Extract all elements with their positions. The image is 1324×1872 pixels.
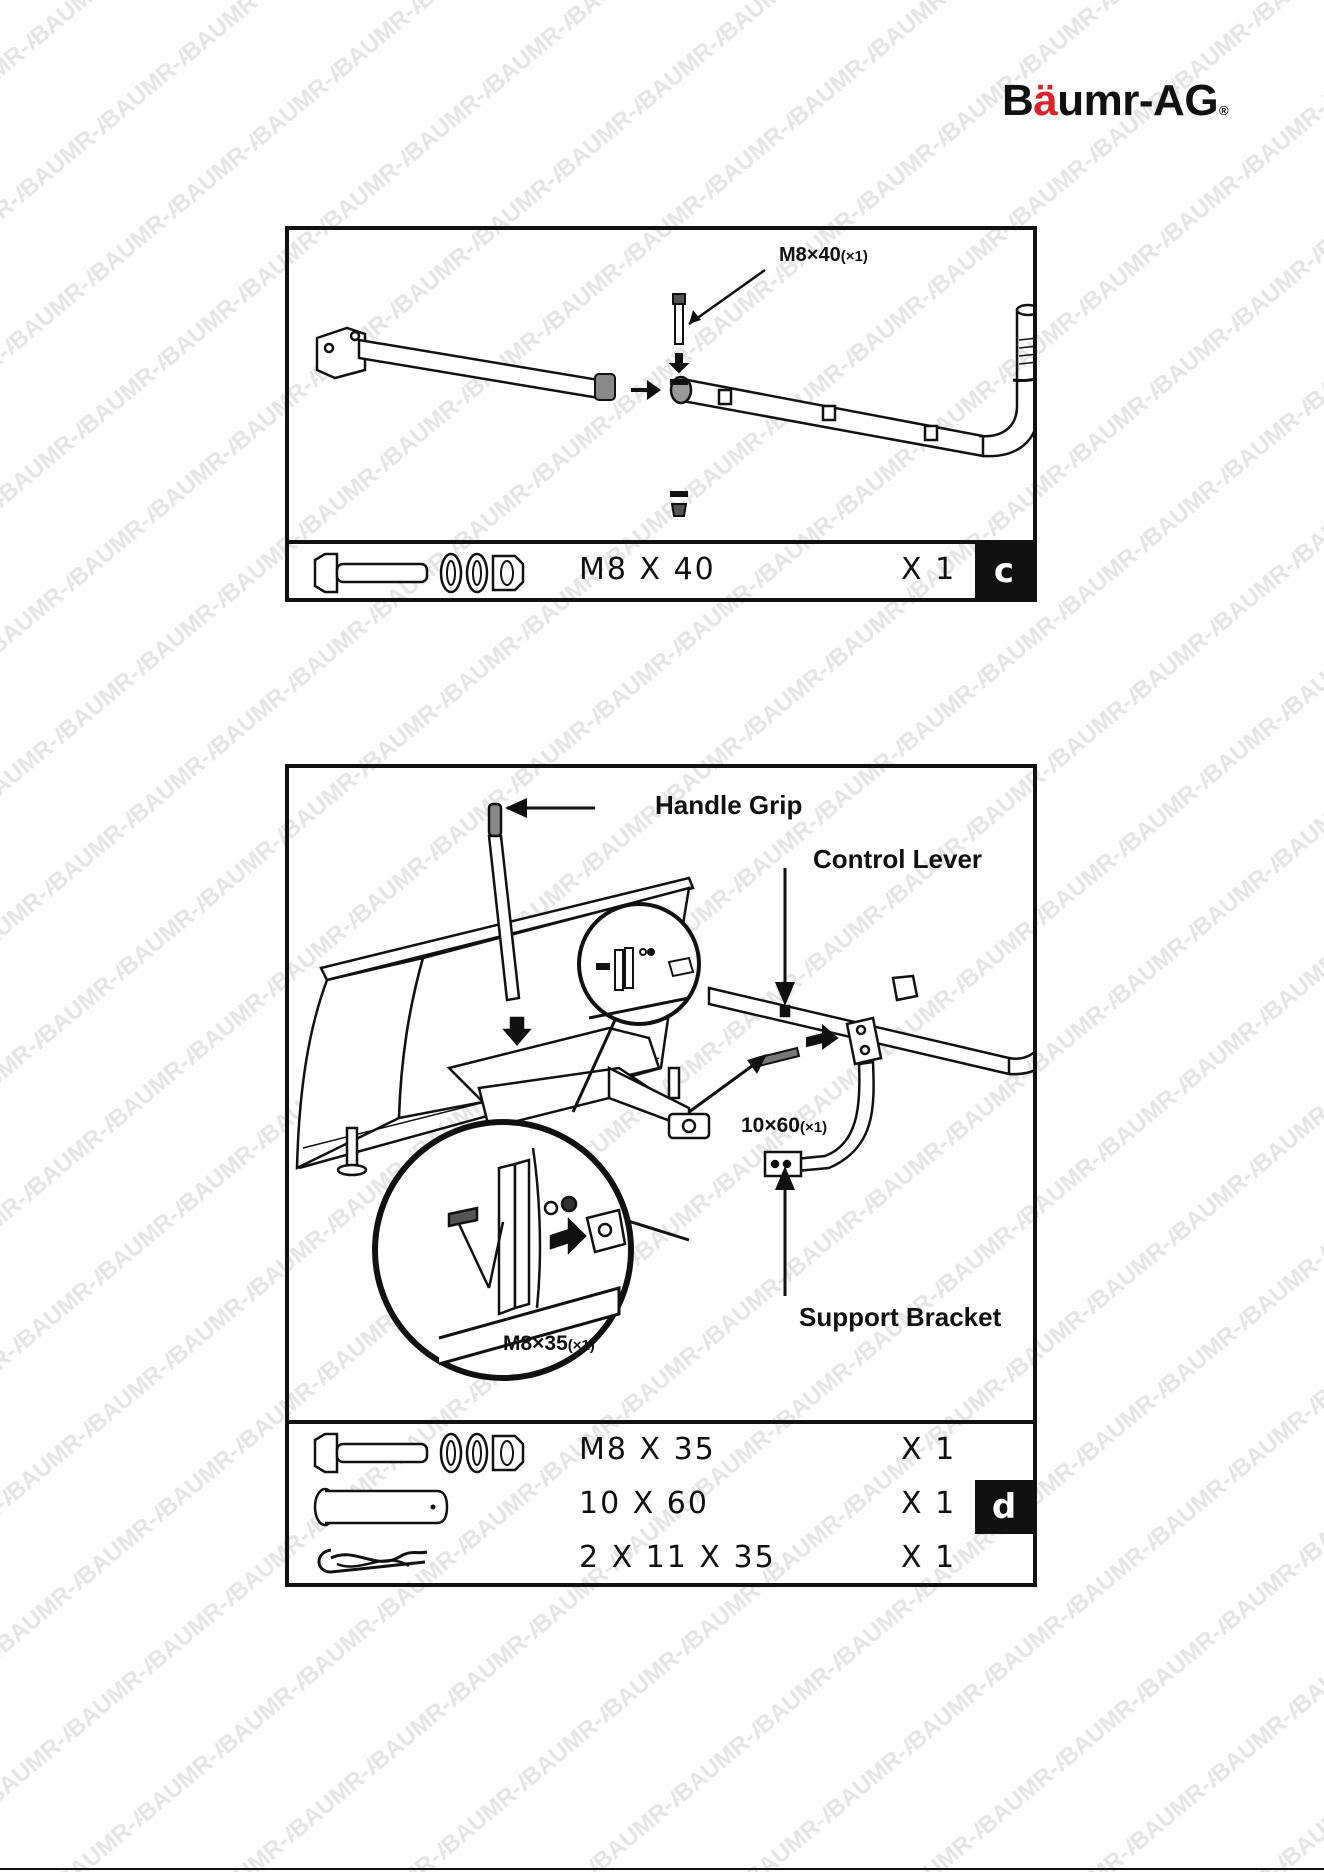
- callout-control-lever: Control Lever: [813, 844, 983, 874]
- panel-step-c: [285, 226, 1037, 602]
- callout-bolt-d-label: M8×35: [503, 1332, 568, 1355]
- step-badge-c: c: [975, 544, 1033, 598]
- callout-pin-label: 10×60: [741, 1114, 800, 1137]
- parts-list-d: [289, 1420, 1033, 1587]
- panel-step-d: [285, 764, 1037, 1587]
- pin-icon: [311, 1484, 531, 1530]
- parts-row: [289, 548, 1033, 600]
- part-qty: X 1: [901, 1486, 957, 1521]
- left-tube-illustration: [359, 340, 599, 398]
- callout-bolt-c: [779, 244, 868, 267]
- bolt-assembly-illustration: [671, 294, 687, 516]
- bolt-washer-nut-icon: [311, 1430, 531, 1476]
- callout-pin: [741, 1114, 827, 1138]
- footer-rule: [0, 1868, 1324, 1870]
- callout-bolt-d: [503, 1332, 595, 1356]
- part-name: 10 X 60: [579, 1486, 709, 1521]
- illustration-c: [289, 230, 1033, 540]
- pin-illustration: [757, 1026, 837, 1066]
- tube-insert-illustration: [595, 374, 615, 400]
- step-badge-d: d: [975, 1480, 1033, 1534]
- callout-bolt-d-qty: (×1): [567, 1337, 595, 1354]
- right-tube-illustration: [671, 377, 983, 456]
- insert-arrow-icon: [631, 380, 661, 400]
- bolt-washer-nut-icon: [311, 550, 531, 596]
- parts-row: [289, 1536, 1033, 1588]
- part-qty: X 1: [901, 1432, 957, 1467]
- part-name: M8 X 35: [579, 1432, 716, 1467]
- callout-handle-grip: Handle Grip: [655, 790, 803, 820]
- parts-list-c: [289, 540, 1033, 602]
- callout-pin-qty: (×1): [799, 1119, 828, 1136]
- callout-support-bracket: Support Bracket: [799, 1302, 1002, 1332]
- part-name: 2 X 11 X 35: [579, 1540, 776, 1575]
- part-qty: X 1: [901, 1540, 957, 1575]
- brand-accent-letter: ä: [1033, 76, 1058, 125]
- brand-logo: [1002, 76, 1228, 126]
- parts-row: [289, 1482, 1033, 1534]
- brand-name: Bäumr-AG: [1002, 76, 1219, 125]
- part-name: M8 X 40: [579, 552, 716, 587]
- handle-illustration: [979, 305, 1033, 456]
- callout-bolt-c-qty: (×1): [840, 248, 868, 265]
- callout-bolt-c-label: M8×40: [779, 244, 841, 266]
- registered-mark: ®: [1219, 103, 1229, 118]
- hair-clip-icon: [311, 1538, 531, 1584]
- part-qty: X 1: [901, 552, 957, 587]
- callout-leader-c: [689, 270, 765, 324]
- parts-row: [289, 1428, 1033, 1480]
